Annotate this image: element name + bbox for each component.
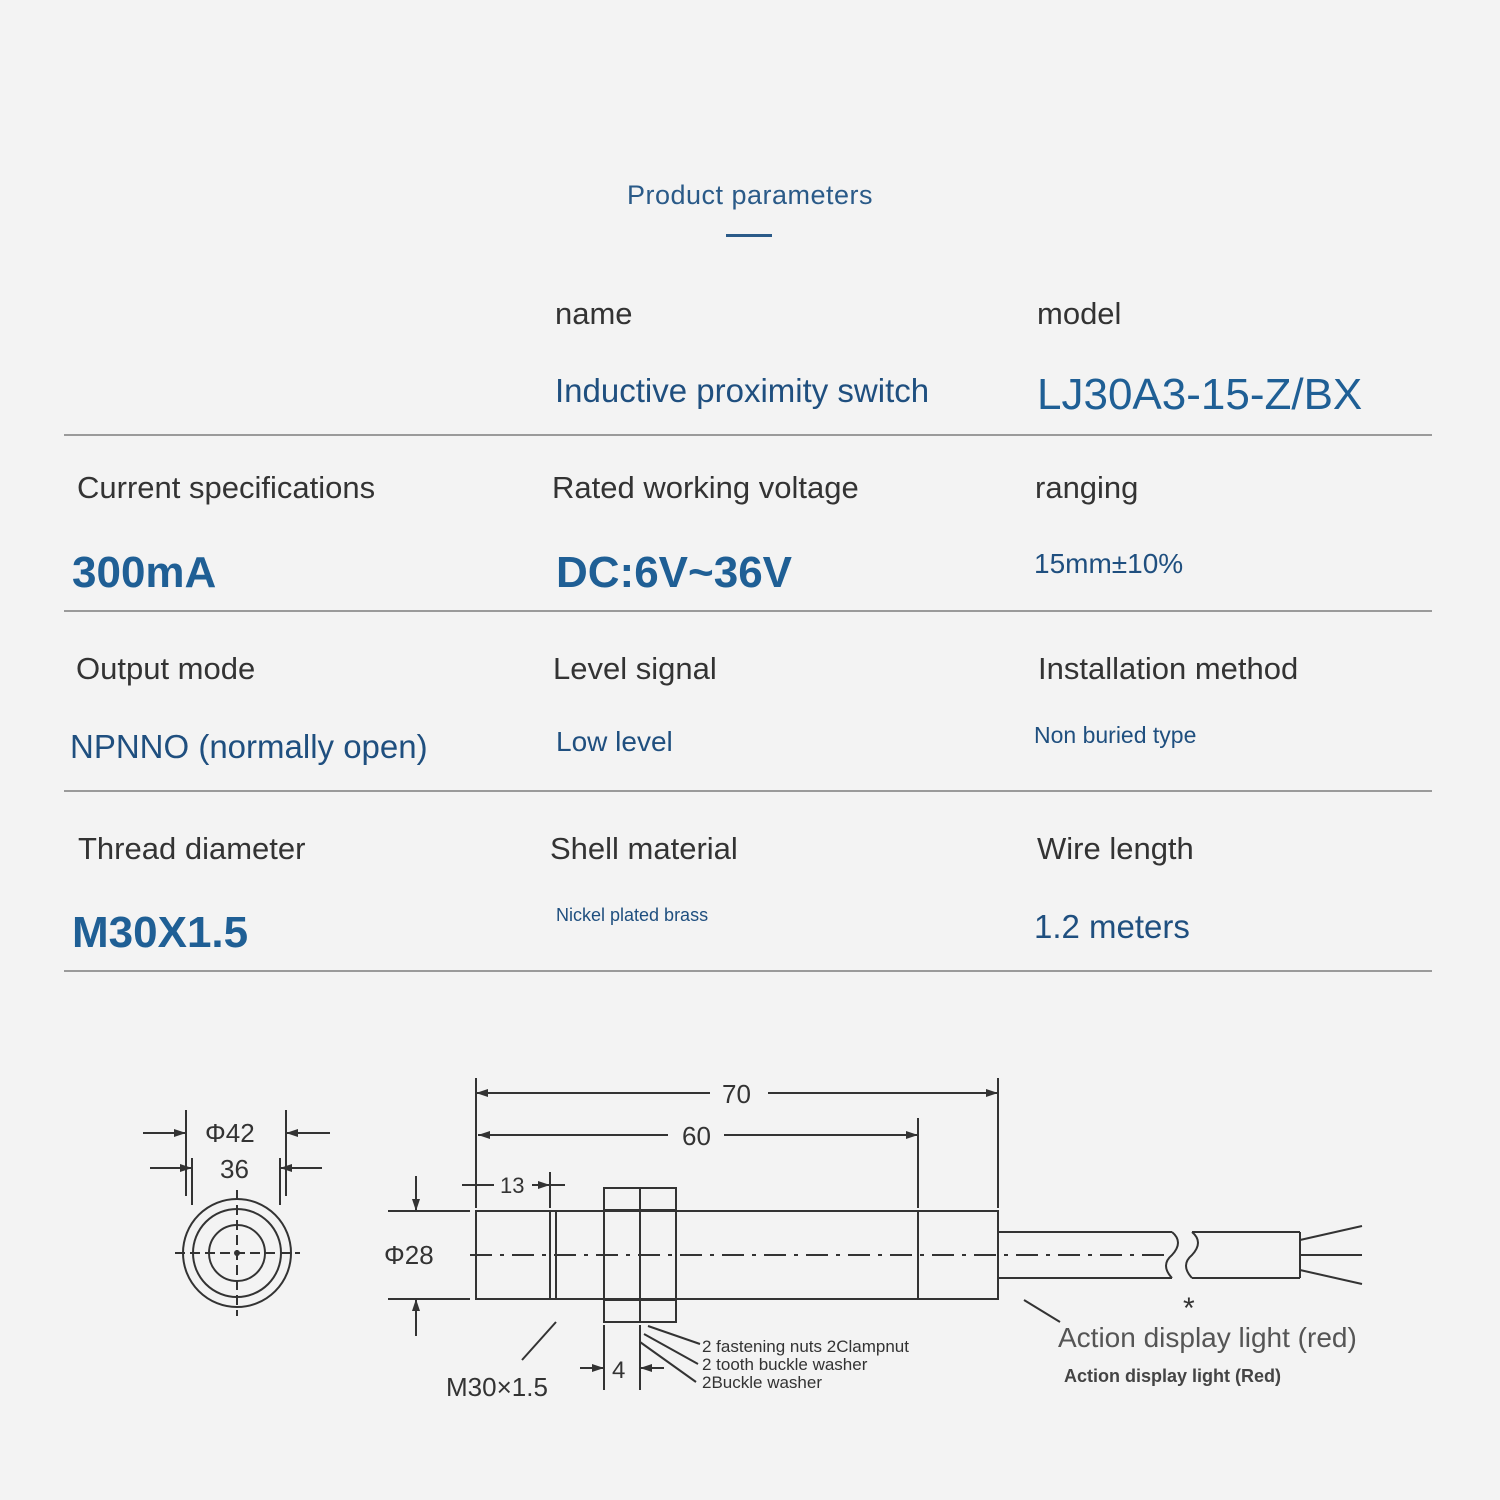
thread-value: M30X1.5 (72, 908, 249, 957)
dim-head-label: 13 (500, 1173, 525, 1198)
dim-body-label: Φ28 (384, 1240, 434, 1270)
light-label: Action display light (red) (1058, 1322, 1357, 1353)
shell-value: Nickel plated brass (556, 905, 709, 925)
shell-label: Shell material (550, 831, 738, 866)
dim-inner-label: 36 (220, 1154, 249, 1184)
dim-thread-length-label: 60 (682, 1121, 711, 1151)
name-value: Inductive proximity switch (555, 372, 930, 409)
output-value: NPNNO (normally open) (70, 728, 428, 765)
level-value: Low level (556, 726, 673, 757)
name-label: name (555, 296, 633, 331)
output-label: Output mode (76, 651, 256, 686)
voltage-label: Rated working voltage (552, 470, 859, 505)
title-underline (726, 234, 772, 237)
nut-note-1: 2 fastening nuts 2Clampnut (702, 1337, 909, 1356)
ranging-label: ranging (1035, 470, 1139, 505)
asterisk-mark: * (1183, 1292, 1195, 1325)
model-label: model (1037, 296, 1122, 331)
dim-outer-label: Φ42 (205, 1118, 255, 1148)
divider (64, 970, 1432, 972)
dim-total-label: 70 (722, 1079, 751, 1109)
install-value: Non buried type (1034, 722, 1197, 748)
dimension-drawing (0, 1040, 1500, 1460)
thread-spec-label: M30×1.5 (446, 1372, 548, 1402)
install-label: Installation method (1038, 651, 1299, 686)
level-label: Level signal (553, 651, 717, 686)
ranging-value: 15mm±10% (1034, 548, 1184, 579)
divider (64, 434, 1432, 436)
thread-label: Thread diameter (78, 831, 306, 866)
page-title: Product parameters (626, 180, 874, 210)
nut-note-2: 2 tooth buckle washer (702, 1355, 868, 1374)
divider (64, 610, 1432, 612)
wire-label: Wire length (1037, 831, 1194, 866)
current-value: 300mA (72, 548, 217, 597)
current-label: Current specifications (77, 470, 376, 505)
model-value: LJ30A3-15-Z/BX (1037, 370, 1363, 419)
divider (64, 790, 1432, 792)
nut-note-3: 2Buckle washer (702, 1373, 823, 1392)
wire-value: 1.2 meters (1034, 908, 1190, 945)
dim-nut-label: 4 (612, 1357, 626, 1384)
voltage-value: DC:6V~36V (556, 548, 793, 597)
light-label-serif: Action display light (Red) (1064, 1366, 1282, 1386)
